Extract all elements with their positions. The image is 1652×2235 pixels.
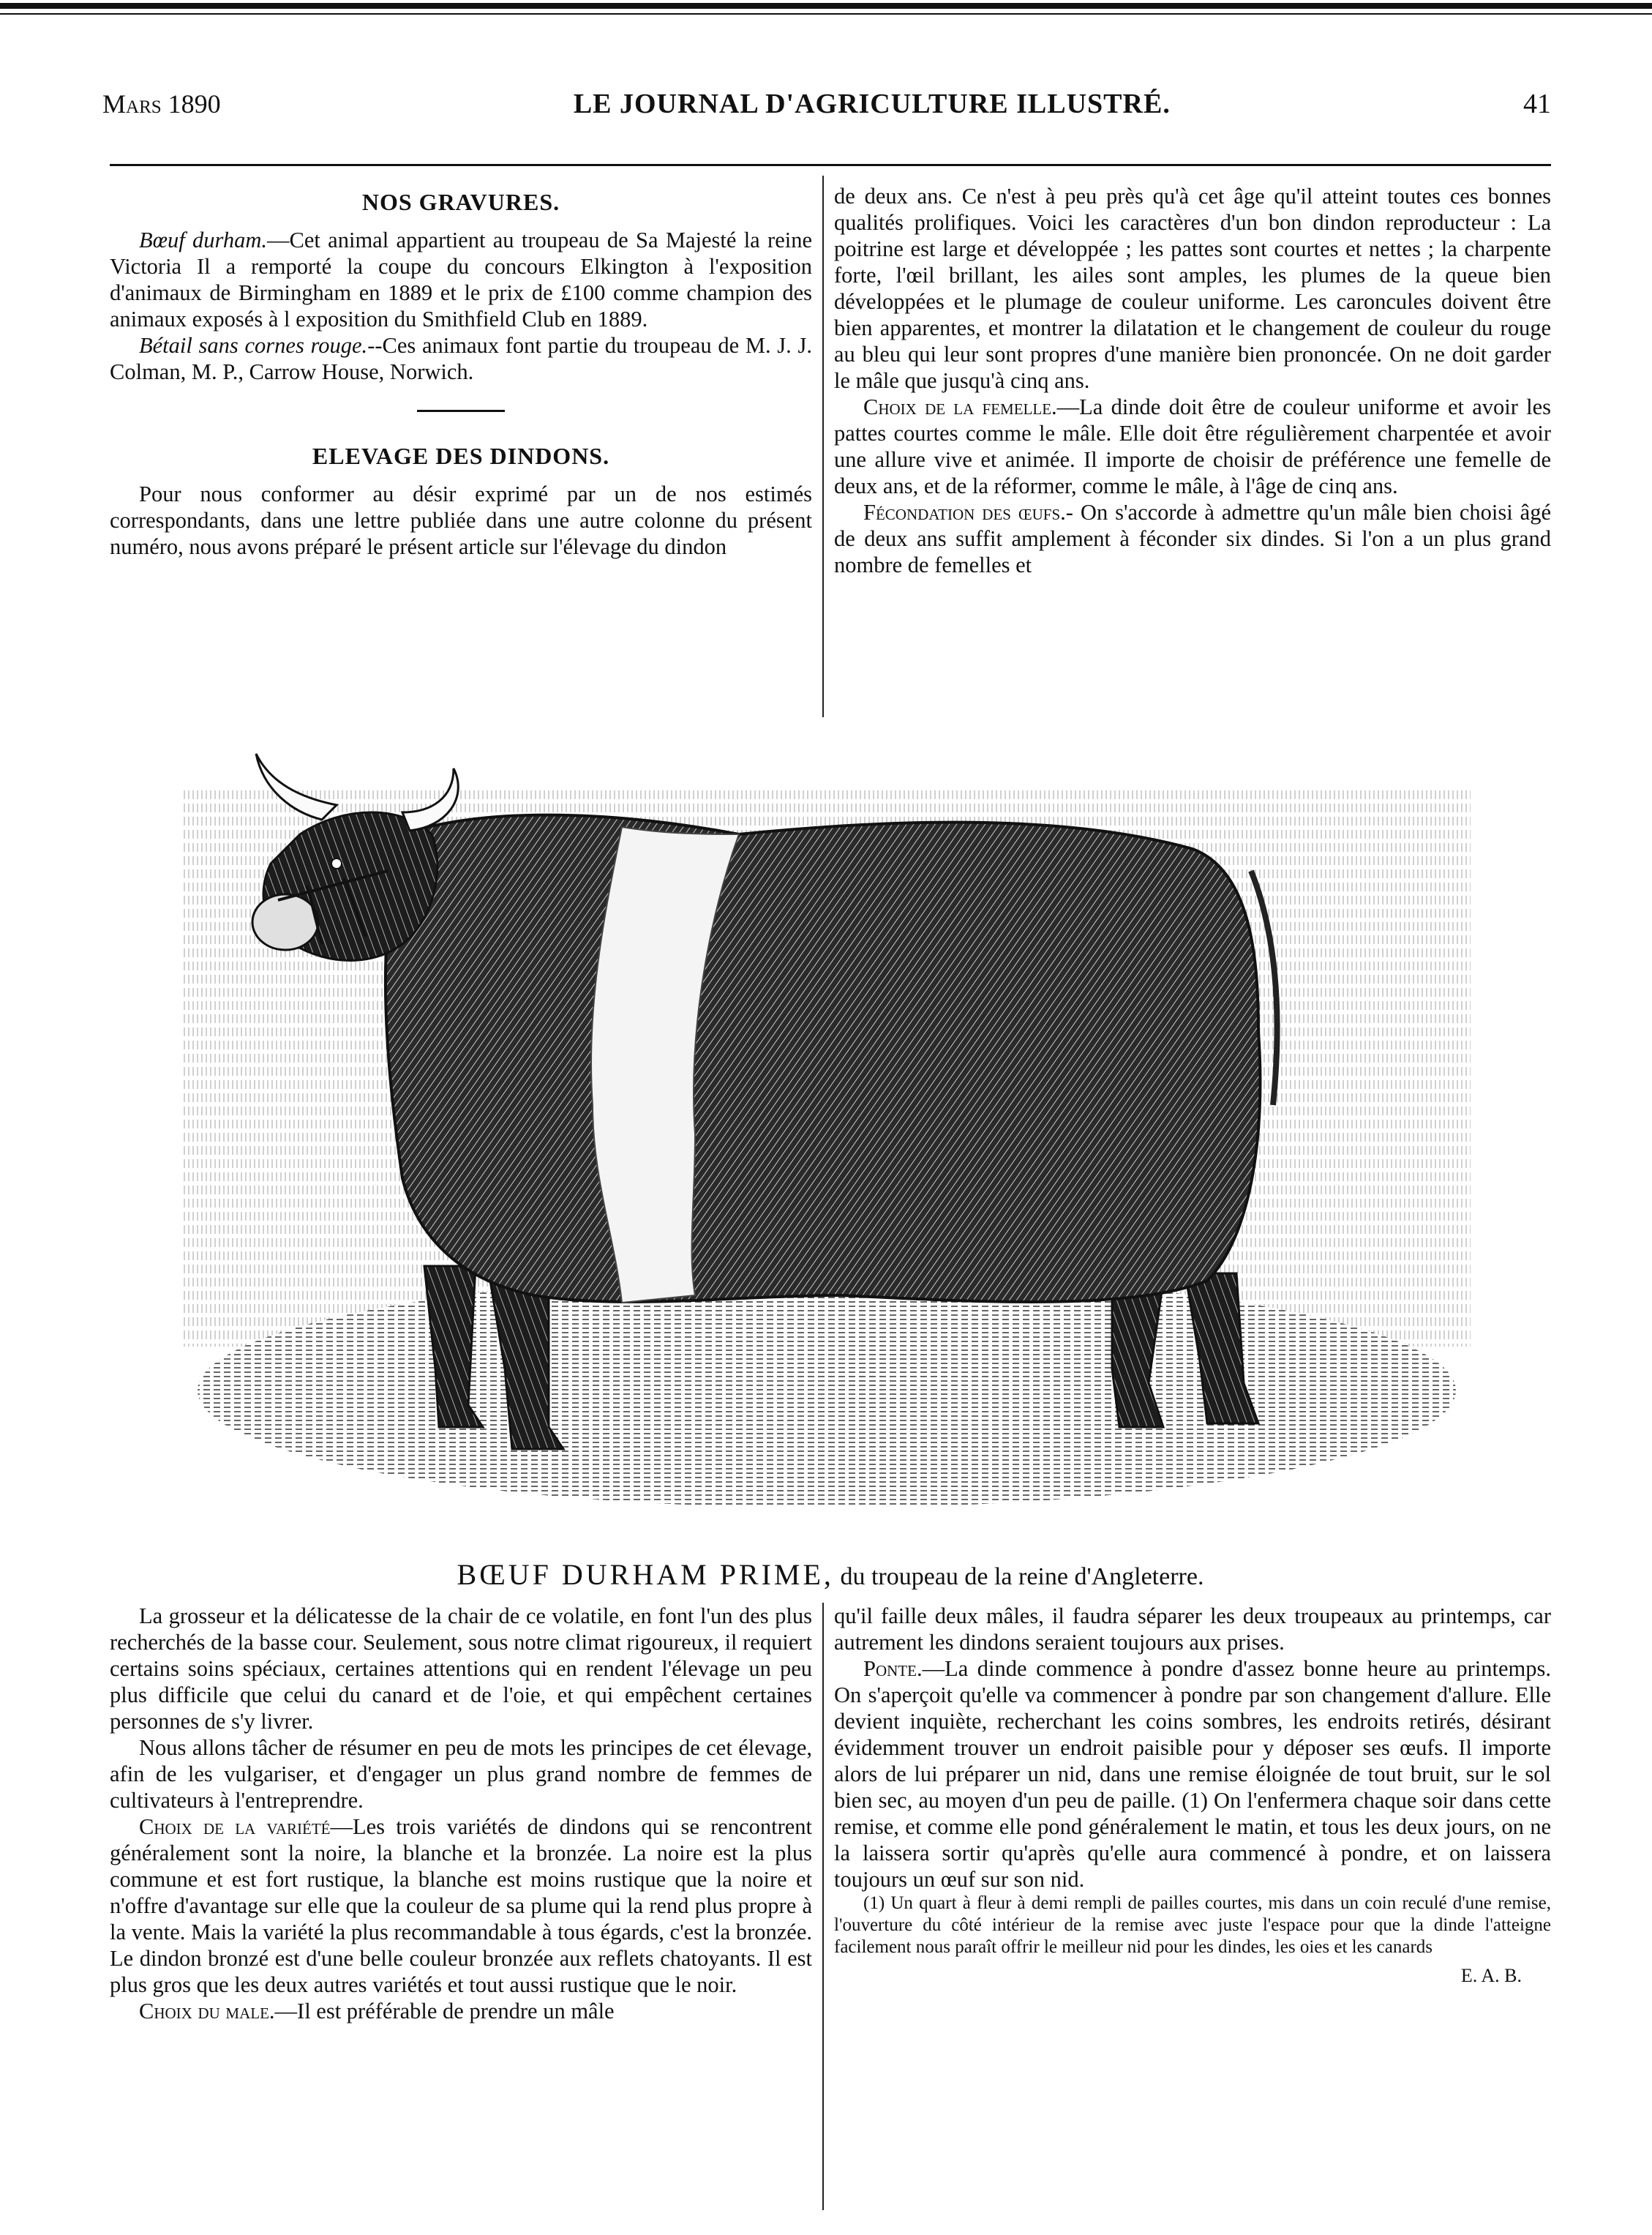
column-bottom-right [834,1603,1551,2203]
paragraph-lead: Fécondation des œufs. [863,500,1066,525]
paragraph [834,499,1551,578]
paragraph-lead: Choix du male. [139,1999,275,2024]
paragraph-lead: Choix de la femelle. [863,394,1057,419]
paragraph [110,1813,812,1998]
paragraph-lead: Ponte. [863,1656,923,1681]
paragraph-text: —La dinde commence à pondre d'assez bonne heure au printemps. On s'aperçoit qu'elle va commencer à pondre par son changement d'allure. Elle devient inquiète, recherchant les coins sombres, les endroits retirés, désirant évidemment trouver un endroit paisible pour y déposer ses œufs. Il importe alors de lui préparer un nid, dans une remise éloignée de tout bruit, sur le sol bien sec, au moyen d'un peu de paille. (1) On l'enfermera chaque soir dans cette remise, et comme elle pond généralement le matin, et tous les deux jours, on ne la laissera sortir qu'après qu'elle aura commencé à pondre, et on laissera toujours un œuf sur son nid. [834,1656,1551,1892]
paragraph: Pour nous conformer au désir exprimé par un de nos estimés correspondants, dans une lettre publiée dans une autre colonne du présent numéro, nous avons préparé le présent article sur l'élevage du dindon [110,482,812,559]
paragraph-text: —La dinde doit être de couleur uniforme et avoir les pattes courtes comme le mâle. Elle doit être régulièrement charpentée et avoir une allure vive et animée. Il importe de choisir de préférence une femelle de deux ans, et de la réformer, comme le mâle, à l'âge de cinq ans. [834,394,1551,498]
column-divider [822,176,824,717]
paragraph-text: —Les trois variétés de dindons qui se rencontrent généralement sont la noire, la blanche et la bronzée. La noire est la plus commune et est fort rustique, la blanche est moins rustique que la noire et n'offre d'avantage sur elle que la couleur de sa plume qui la rend plus propre à la vente. Mais la variété la plus recommandable à tous égards, c'est la bronzée. Le dindon bronzé est d'une belle couleur bronzée aux reflets chatoyants. Il est plus gros que les deux autres variétés et tout aussi rustique que le noir. [110,1814,812,1997]
running-head [102,88,1551,132]
paragraph: qu'il faille deux mâles, il faudra séparer les deux troupeaux au printemps, car autrement les dindons seraient toujours aux prises. [834,1603,1551,1655]
top-border-rule [0,3,1652,9]
paragraph [110,227,812,332]
paragraph-lead: Bétail sans cornes rouge. [139,333,368,358]
paragraph: La grosseur et la délicatesse de la chair de ce volatile, en font l'un des plus recherchés de la basse cour. Seulement, sous notre climat rigoureux, il requiert certains soins spéciaux, certaines attentions qui en rendent l'élevage un peu plus difficile que celui du canard et de l'oie, et qui empêchent certaines personnes de s'y livrer. [110,1603,812,1734]
column-top-right [834,183,1551,717]
paragraph-lead: Choix de la variété [139,1814,331,1839]
paragraph [110,332,812,385]
issue-date: Mars 1890 [102,89,221,119]
paragraph [834,394,1551,499]
paragraph: de deux ans. Ce n'est à peu près qu'à cet âge qu'il atteint toutes ces bonnes qualités prolifiques. Voici les caractères d'un bon dindon reproducteur : La poitrine est large et développée ; les pattes sont courtes et nettes ; la charpente forte, l'œil brillant, les ailes sont amples, les plumes de la queue bien développées et le plumage de couleur uniforme. Les caroncules doivent être bien apparentes, et montrer la dilatation et le changement de couleur du rouge au bleu qui leur sont propres d'une manière bien prononcée. On ne doit garder le mâle que jusqu'à cinq ans. [834,184,1551,393]
paragraph: Nous allons tâcher de résumer en peu de mots les principes de cet élevage, afin de les vulgariser, et d'engager un plus grand nombre de femmes de cultivateurs à l'entreprendre. [110,1735,812,1813]
caption-rest: du troupeau de la reine d'Angleterre. [840,1563,1204,1590]
header-rule [110,164,1551,166]
paragraph-text: --Ces animaux font partie du troupeau de M. J. J. Colman, M. P., Carrow House, Norwich. [110,333,812,384]
paragraph-text: —Cet animal appartient au troupeau de Sa Majesté la reine Victoria Il a remporté la coupe du concours Elkington à l'exposition d'animaux de Birmingham en 1889 et le prix de £100 comme champion des animaux exposés à l exposition du Smithfield Club en 1889. [110,228,812,332]
top-border-rule-thin [0,13,1652,15]
section-title-elevage: ELEVAGE DES DINDONS. [312,443,610,469]
illustration-caption [110,1557,1551,1592]
paragraph-text: —Il est préférable de prendre un mâle [274,1999,615,2024]
author-signature: E. A. B. [1460,1965,1522,1986]
footnote: (1) Un quart à fleur à demi rempli de pailles courtes, mis dans un coin reculé d'une remise, l'ouverture du côté intérieur de la remise avec juste l'espace pour que la dinde l'atteigne facilement nous paraît offrir le meilleur nid pour les dindes, les oies et les canards [834,1893,1551,1957]
durham-ox-engraving [183,725,1471,1551]
journal-title: LE JOURNAL D'AGRICULTURE ILLUSTRÉ. [573,89,1171,119]
ox-body [386,815,1261,1302]
section-divider [417,410,505,412]
caption-main: BŒUF DURHAM PRIME, [457,1558,834,1591]
section-title-nos-gravures: NOS GRAVURES. [361,189,560,215]
column-divider [822,1603,824,2210]
column-bottom-left [110,1603,812,2203]
paragraph-text: - On s'accorde à admettre qu'un mâle bien choisi âgé de deux ans suffit amplement à féconder six dindes. Si l'on a un plus grand nombre de femelles et [834,500,1551,577]
paragraph [110,1998,812,2024]
page-number: 41 [1523,89,1551,119]
column-top-left [110,183,812,717]
paragraph-lead: Bœuf durham. [139,228,267,252]
paragraph [834,1655,1551,1893]
